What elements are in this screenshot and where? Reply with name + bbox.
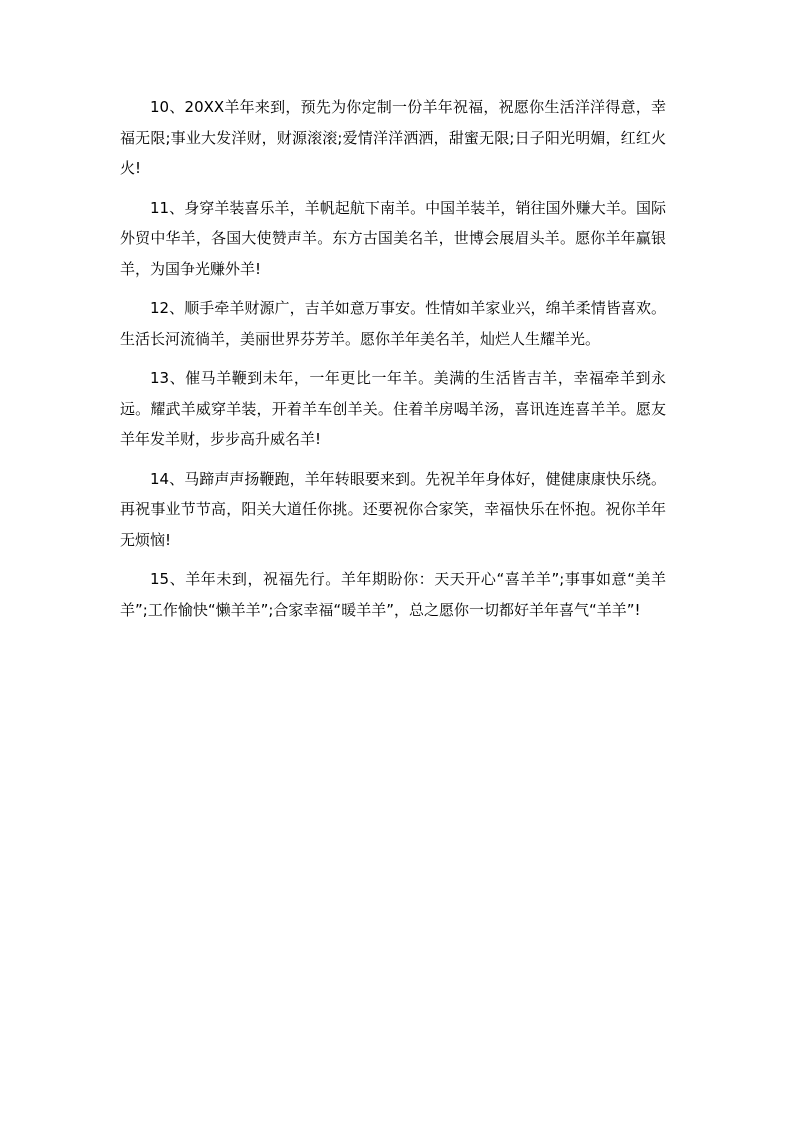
paragraph-15: 15、羊年未到，祝福先行。羊年期盼你：天天开心“喜羊羊”;事事如意“美羊羊”;工作愉快“懒羊羊”;合家幸福“暖羊羊”，总之愿你一切都好羊年喜气“羊羊”! (120, 570, 666, 619)
paragraph-13: 13、催马羊鞭到未年，一年更比一年羊。美满的生活皆吉羊，幸福牵羊到永远。耀武羊威穿羊装，开着羊车创羊关。住着羊房喝羊汤，喜讯连连喜羊羊。愿友羊年发羊财，步步高升威名羊! (120, 369, 666, 448)
document-body (120, 92, 666, 634)
paragraph-12: 12、顺手牵羊财源广，吉羊如意万事安。性情如羊家业兴，绵羊柔情皆喜欢。生活长河流徜羊，美丽世界芬芳羊。愿你羊年美名羊，灿烂人生耀羊光。 (120, 299, 666, 348)
paragraph-10: 10、20XX羊年来到，预先为你定制一份羊年祝福，祝愿你生活洋洋得意，幸福无限;事业大发洋财，财源滚滚;爱情洋洋洒洒，甜蜜无限;日子阳光明媚，红红火火! (120, 98, 666, 177)
paragraph-11: 11、身穿羊装喜乐羊，羊帆起航下南羊。中国羊装羊，销往国外赚大羊。国际外贸中华羊，各国大使赞声羊。东方古国美名羊，世博会展眉头羊。愿你羊年赢银羊，为国争光赚外羊! (120, 198, 666, 278)
paragraph-14: 14、马蹄声声扬鞭跑，羊年转眼要来到。先祝羊年身体好，健健康康快乐绕。再祝事业节节高，阳关大道任你挑。还要祝你合家笑，幸福快乐在怀抱。祝你羊年无烦恼! (120, 469, 666, 549)
